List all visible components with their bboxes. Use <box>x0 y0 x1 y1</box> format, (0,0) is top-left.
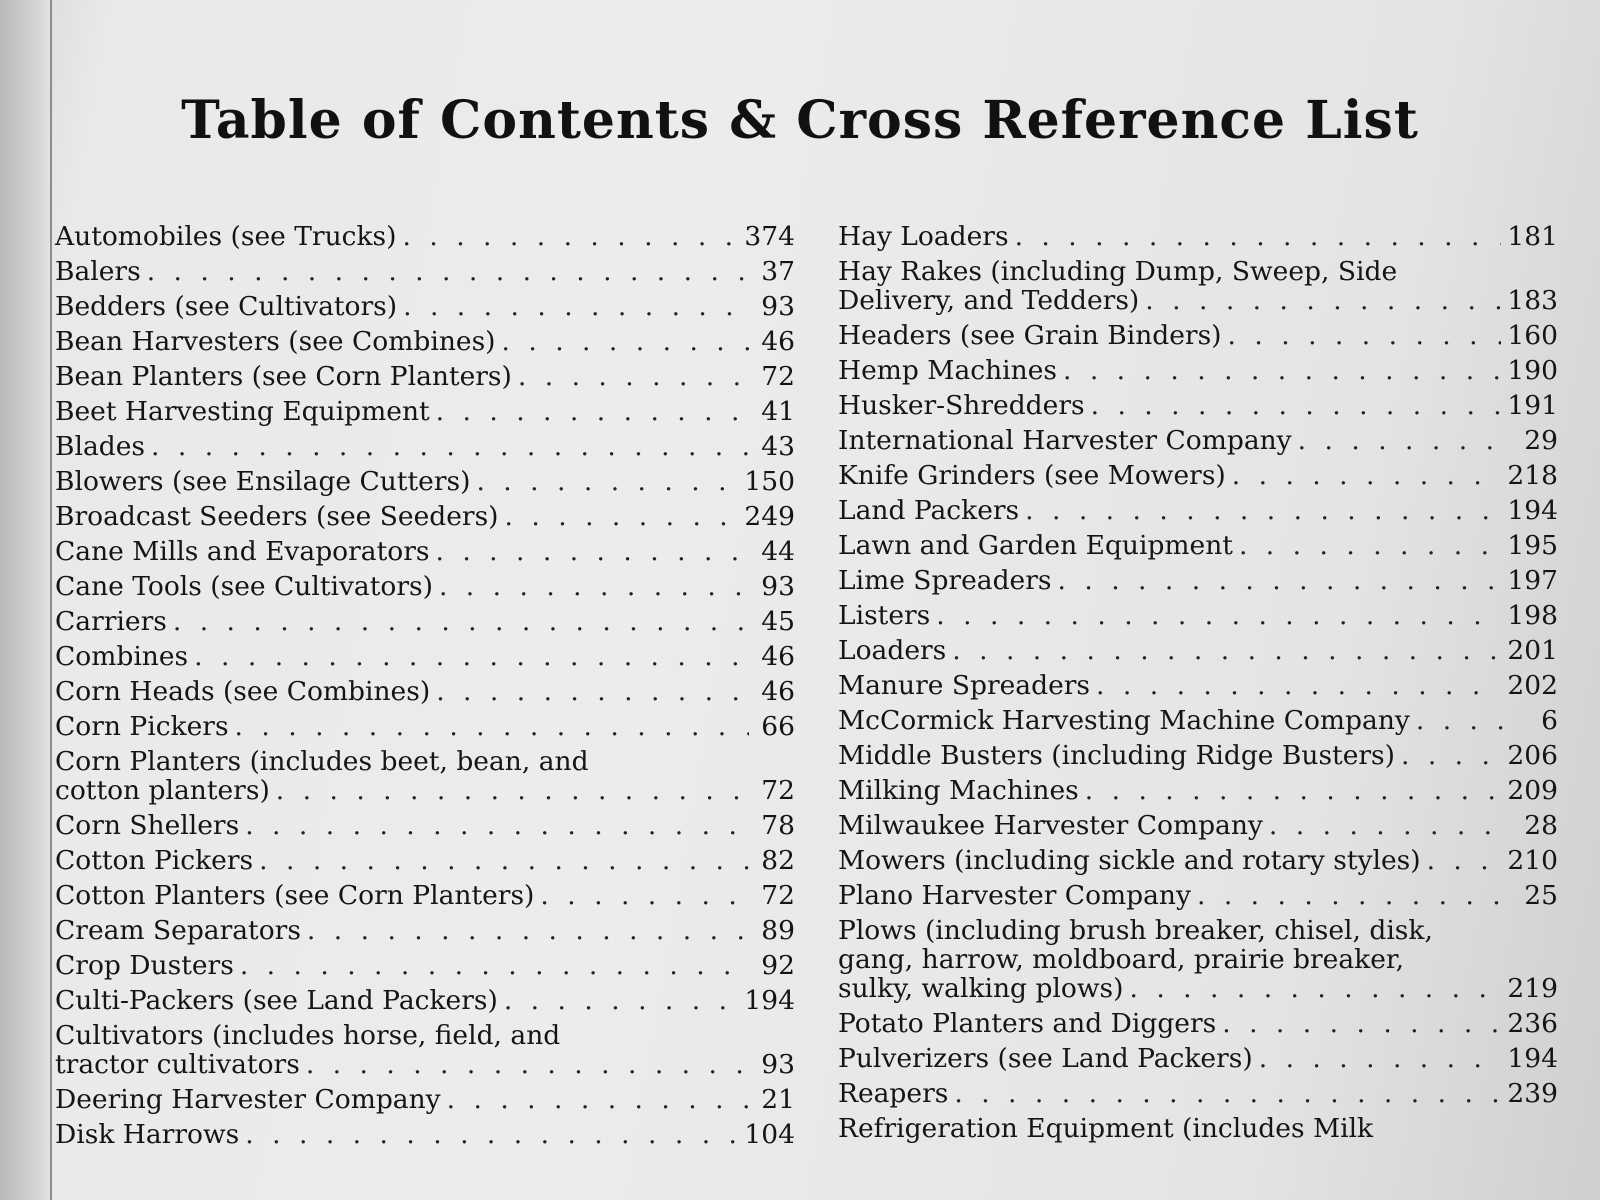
contents-entry <box>838 356 1558 385</box>
entry-label: Culti-Packers (see Land Packers) <box>55 985 498 1016</box>
contents-entry <box>838 741 1558 770</box>
dot-leader <box>259 846 749 875</box>
entry-label: Listers <box>838 600 931 631</box>
dot-leader <box>954 1079 1501 1108</box>
entry-label: Loaders <box>838 635 947 666</box>
entry-row <box>55 1085 795 1114</box>
entry-page-number: 194 <box>1507 1043 1558 1074</box>
entry-page-number: 37 <box>761 256 795 287</box>
entry-row <box>55 257 795 286</box>
dot-leader <box>1232 461 1502 490</box>
entry-page-number: 46 <box>761 641 795 672</box>
dot-leader <box>403 292 749 321</box>
entry-label: Land Packers <box>838 495 1020 526</box>
contents-entry <box>838 671 1558 700</box>
entry-page-number: 92 <box>761 950 795 981</box>
entry-label: Milwaukee Harvester Company <box>838 810 1263 841</box>
entry-row <box>838 356 1558 385</box>
entry-label: Blowers (see Ensilage Cutters) <box>55 466 471 497</box>
dot-leader <box>240 951 749 980</box>
entry-label: Hay Loaders <box>838 221 1009 252</box>
entry-label: Bean Planters (see Corn Planters) <box>55 361 512 392</box>
contents-entry <box>55 222 795 251</box>
contents-entry <box>838 706 1558 735</box>
entry-row <box>838 706 1558 735</box>
page-title: Table of Contents & Cross Reference List <box>181 90 1419 151</box>
entry-page-number: 160 <box>1507 320 1558 351</box>
dot-leader <box>1298 426 1512 455</box>
contents-entry <box>55 327 795 356</box>
contents-entry <box>838 496 1558 525</box>
entry-page-number: 72 <box>761 880 795 911</box>
entry-page-number: 93 <box>761 291 795 322</box>
contents-entry <box>838 321 1558 350</box>
dot-leader <box>1416 706 1512 735</box>
entry-row <box>838 974 1558 1003</box>
entry-row <box>838 286 1558 315</box>
entry-page-number: 104 <box>744 1119 795 1150</box>
entry-row <box>55 607 795 636</box>
entry-label: Lime Spreaders <box>838 565 1052 596</box>
dot-leader <box>1058 566 1502 595</box>
contents-entry <box>55 257 795 286</box>
entry-label: Pulverizers (see Land Packers) <box>838 1043 1253 1074</box>
dot-leader <box>952 636 1501 665</box>
dot-leader <box>936 601 1501 630</box>
entry-row <box>55 537 795 566</box>
contents-entry <box>55 846 795 875</box>
entry-page-number: 249 <box>744 501 795 532</box>
dot-leader <box>436 677 749 706</box>
contents-entry <box>55 467 795 496</box>
entry-row <box>838 391 1558 420</box>
dot-leader <box>173 607 749 636</box>
entry-label: Deering Harvester Company <box>55 1084 441 1115</box>
entry-label: Middle Busters (including Ridge Busters) <box>838 740 1395 771</box>
contents-entry <box>838 426 1558 455</box>
entry-page-number: 6 <box>1541 705 1558 736</box>
contents-left-column <box>55 222 795 1155</box>
contents-entry <box>55 292 795 321</box>
entry-row <box>55 642 795 671</box>
entry-page-number: 209 <box>1507 775 1558 806</box>
entry-label: Husker-Shredders <box>838 390 1085 421</box>
entry-label-line: gang, harrow, moldboard, prairie breaker, <box>838 944 1405 975</box>
entry-page-number: 194 <box>744 985 795 1016</box>
contents-entry <box>55 712 795 741</box>
entry-page-number: 46 <box>761 326 795 357</box>
dot-leader <box>1197 881 1512 910</box>
entry-label: International Harvester Company <box>838 425 1292 456</box>
entry-label: Plano Harvester Company <box>838 880 1191 911</box>
entry-row <box>55 432 795 461</box>
entry-page-number: 190 <box>1507 355 1558 386</box>
entry-label: Bean Harvesters (see Combines) <box>55 326 496 357</box>
contents-entry <box>55 677 795 706</box>
entry-label: Lawn and Garden Equipment <box>838 530 1233 561</box>
entry-page-number: 197 <box>1507 565 1558 596</box>
entry-row <box>838 601 1558 630</box>
entry-row <box>838 1079 1558 1108</box>
entry-label: Hemp Machines <box>838 355 1057 386</box>
entry-page-number: 93 <box>761 1049 795 1080</box>
dot-leader <box>540 881 749 910</box>
entry-row <box>838 426 1558 455</box>
entry-row <box>55 986 795 1015</box>
entry-page-number: 206 <box>1507 740 1558 771</box>
entry-row <box>838 636 1558 665</box>
entry-row <box>55 222 795 251</box>
contents-entry <box>55 502 795 531</box>
dot-leader <box>1129 974 1501 1003</box>
contents-entry <box>55 986 795 1015</box>
entry-page-number: 202 <box>1507 670 1558 701</box>
entry-page-number: 195 <box>1507 530 1558 561</box>
dot-leader <box>1025 496 1501 525</box>
contents-entry <box>55 1120 795 1149</box>
entry-label: Broadcast Seeders (see Seeders) <box>55 501 499 532</box>
dot-leader <box>1427 846 1502 875</box>
dot-leader <box>1401 741 1501 770</box>
contents-entry <box>838 461 1558 490</box>
entry-page-number: 210 <box>1507 845 1558 876</box>
entry-row <box>55 1050 795 1079</box>
entry-page-number: 29 <box>1524 425 1558 456</box>
entry-label: Knife Grinders (see Mowers) <box>838 460 1226 491</box>
entry-row <box>55 362 795 391</box>
dot-leader <box>1091 391 1502 420</box>
entry-label-line: Plows (including brush breaker, chisel, disk, <box>838 915 1433 946</box>
entry-page-number: 43 <box>761 431 795 462</box>
entry-row <box>838 1009 1558 1038</box>
contents-entry <box>838 531 1558 560</box>
entry-label-line: Corn Planters (includes beet, bean, and <box>55 746 589 777</box>
entry-page-number: 41 <box>761 396 795 427</box>
entry-page-number: 72 <box>761 775 795 806</box>
entry-row <box>838 741 1558 770</box>
entry-label: sulky, walking plows) <box>838 973 1124 1004</box>
dot-leader <box>1085 776 1502 805</box>
entry-label: Mowers (including sickle and rotary styles) <box>838 845 1421 876</box>
entry-page-number: 219 <box>1507 973 1558 1004</box>
dot-leader <box>276 776 749 805</box>
dot-leader <box>439 572 749 601</box>
entry-label: Blades <box>55 431 145 462</box>
dot-leader <box>502 327 749 356</box>
contents-entry <box>55 572 795 601</box>
entry-row <box>838 811 1558 840</box>
dot-leader <box>307 916 749 945</box>
entry-page-number: 218 <box>1507 460 1558 491</box>
entry-row <box>55 776 795 805</box>
dot-leader <box>1239 531 1501 560</box>
contents-entry <box>55 747 795 805</box>
dot-leader <box>403 222 739 251</box>
dot-leader <box>235 712 749 741</box>
dot-leader <box>447 1085 749 1114</box>
contents-entry <box>55 537 795 566</box>
entry-page-number: 82 <box>761 845 795 876</box>
entry-label-line: Hay Rakes (including Dump, Sweep, Side <box>838 256 1398 287</box>
contents-entry <box>55 607 795 636</box>
entry-page-number: 191 <box>1507 390 1558 421</box>
contents-entry <box>55 642 795 671</box>
contents-entry <box>838 776 1558 805</box>
entry-row <box>55 712 795 741</box>
entry-page-number: 28 <box>1524 810 1558 841</box>
entry-page-number: 89 <box>761 915 795 946</box>
entry-row <box>838 566 1558 595</box>
entry-page-number: 66 <box>761 711 795 742</box>
entry-page-number: 181 <box>1507 221 1558 252</box>
entry-label: Bedders (see Cultivators) <box>55 291 398 322</box>
dot-leader <box>1269 811 1512 840</box>
entry-label: Headers (see Grain Binders) <box>838 320 1222 351</box>
entry-row <box>838 496 1558 525</box>
contents-entry <box>838 811 1558 840</box>
contents-entry <box>55 397 795 426</box>
dot-leader <box>1145 286 1501 315</box>
dot-leader <box>151 432 749 461</box>
entry-label: Potato Planters and Diggers <box>838 1008 1217 1039</box>
entry-label: Manure Spreaders <box>838 670 1091 701</box>
contents-entry <box>838 391 1558 420</box>
entry-label: tractor cultivators <box>55 1049 300 1080</box>
dot-leader <box>1259 1044 1502 1073</box>
entry-label: Cream Separators <box>55 915 301 946</box>
entry-page-number: 78 <box>761 810 795 841</box>
contents-entry <box>838 1114 1558 1143</box>
dot-leader <box>194 642 749 671</box>
entry-page-number: 25 <box>1524 880 1558 911</box>
entry-row <box>55 572 795 601</box>
entry-page-number: 198 <box>1507 600 1558 631</box>
entry-label: Disk Harrows <box>55 1119 240 1150</box>
entry-row <box>838 846 1558 875</box>
entry-page-number: 194 <box>1507 495 1558 526</box>
entry-row <box>838 776 1558 805</box>
contents-entry <box>55 881 795 910</box>
contents-entry <box>838 1079 1558 1108</box>
entry-row <box>838 671 1558 700</box>
contents-entry <box>838 1044 1558 1073</box>
entry-label: Crop Dusters <box>55 950 234 981</box>
entry-label: Beet Harvesting Equipment <box>55 396 430 427</box>
entry-page-number: 72 <box>761 361 795 392</box>
entry-label: Combines <box>55 641 189 672</box>
contents-entry <box>55 811 795 840</box>
entry-row <box>55 846 795 875</box>
entry-label: Cane Mills and Evaporators <box>55 536 430 567</box>
entry-row <box>55 881 795 910</box>
dot-leader <box>147 257 749 286</box>
contents-entry <box>838 636 1558 665</box>
contents-entry <box>838 846 1558 875</box>
contents-entry <box>838 257 1558 315</box>
entry-label: Cotton Planters (see Corn Planters) <box>55 880 535 911</box>
entry-page-number: 239 <box>1507 1078 1558 1109</box>
dot-leader <box>245 811 749 840</box>
entry-label: Delivery, and Tedders) <box>838 285 1140 316</box>
dot-leader <box>476 467 738 496</box>
dot-leader <box>1096 671 1501 700</box>
contents-entry <box>55 1085 795 1114</box>
entry-page-number: 93 <box>761 571 795 602</box>
entry-page-number: 236 <box>1507 1008 1558 1039</box>
entry-label: Cane Tools (see Cultivators) <box>55 571 433 602</box>
entry-row <box>838 881 1558 910</box>
entry-row <box>55 811 795 840</box>
entry-row <box>55 327 795 356</box>
dot-leader <box>1228 321 1502 350</box>
entry-label: McCormick Harvesting Machine Company <box>838 705 1410 736</box>
entry-row <box>55 916 795 945</box>
entry-row <box>55 467 795 496</box>
entry-row <box>55 397 795 426</box>
dot-leader <box>436 397 749 426</box>
page-binding-edge <box>0 0 52 1200</box>
entry-row <box>838 1044 1558 1073</box>
entry-page-number: 150 <box>744 466 795 497</box>
dot-leader <box>1015 222 1502 251</box>
entry-row <box>838 531 1558 560</box>
entry-label-line: Cultivators (includes horse, field, and <box>55 1020 561 1051</box>
entry-row <box>55 292 795 321</box>
entry-label: cotton planters) <box>55 775 270 806</box>
entry-page-number: 44 <box>761 536 795 567</box>
entry-label: Carriers <box>55 606 167 637</box>
dot-leader <box>306 1050 749 1079</box>
dot-leader <box>245 1120 738 1149</box>
dot-leader <box>435 537 749 566</box>
entry-label: Automobiles (see Trucks) <box>55 221 397 252</box>
entry-page-number: 201 <box>1507 635 1558 666</box>
entry-row <box>55 677 795 706</box>
entry-row <box>838 321 1558 350</box>
entry-label: Corn Heads (see Combines) <box>55 676 431 707</box>
entry-row <box>55 1120 795 1149</box>
dot-leader <box>1222 1009 1501 1038</box>
dot-leader <box>1063 356 1501 385</box>
entry-label: Milking Machines <box>838 775 1079 806</box>
contents-entry <box>838 601 1558 630</box>
contents-entry <box>838 1009 1558 1038</box>
contents-entry <box>838 222 1558 251</box>
entry-page-number: 21 <box>761 1084 795 1115</box>
entry-label: Cotton Pickers <box>55 845 254 876</box>
contents-entry <box>55 432 795 461</box>
contents-right-column <box>838 222 1558 1149</box>
contents-entry <box>55 951 795 980</box>
entry-label: Corn Shellers <box>55 810 240 841</box>
entry-row <box>55 502 795 531</box>
entry-label: Balers <box>55 256 141 287</box>
entry-label-line: Refrigeration Equipment (includes Milk <box>838 1113 1374 1144</box>
entry-page-number: 45 <box>761 606 795 637</box>
contents-entry <box>55 362 795 391</box>
entry-row <box>55 951 795 980</box>
entry-row <box>838 222 1558 251</box>
dot-leader <box>518 362 749 391</box>
dot-leader <box>505 502 739 531</box>
entry-label: Corn Pickers <box>55 711 229 742</box>
dot-leader <box>504 986 739 1015</box>
contents-entry <box>838 881 1558 910</box>
entry-row <box>838 461 1558 490</box>
contents-entry <box>838 916 1558 1003</box>
entry-page-number: 183 <box>1507 285 1558 316</box>
contents-entry <box>55 916 795 945</box>
entry-label: Reapers <box>838 1078 949 1109</box>
contents-entry <box>838 566 1558 595</box>
entry-page-number: 374 <box>744 221 795 252</box>
entry-page-number: 46 <box>761 676 795 707</box>
contents-entry <box>55 1021 795 1079</box>
